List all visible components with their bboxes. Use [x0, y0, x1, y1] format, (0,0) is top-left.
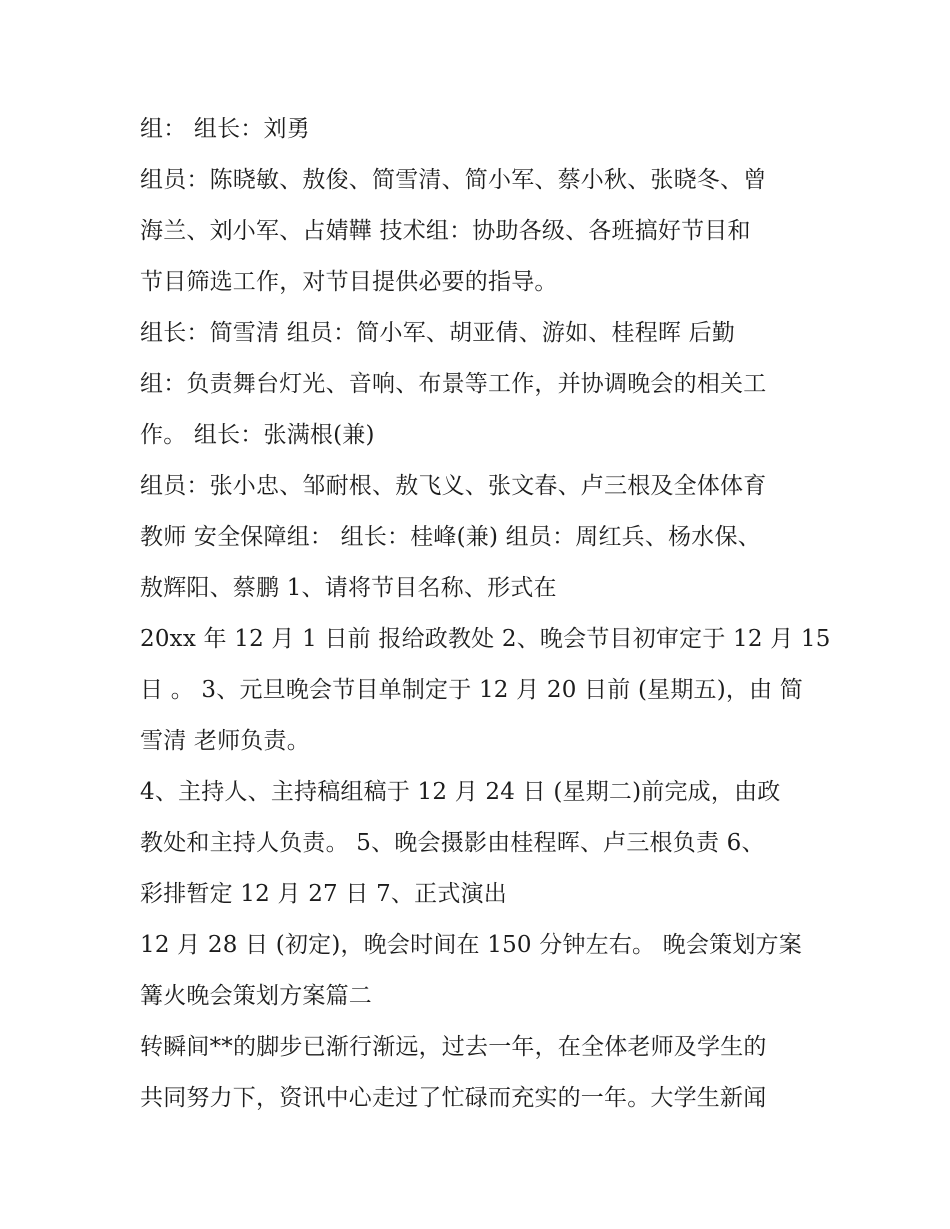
text-line: 海兰、刘小军、占婧鞾 技术组：协助各级、各班搞好节目和	[140, 218, 751, 244]
text-line: 共同努力下，资讯中心走过了忙碌而充实的一年。大学生新闻	[140, 1085, 767, 1111]
text-line: 20xx 年 12 月 1 日前 报给政教处 2、晚会节目初审定于 12 月 15	[140, 626, 831, 652]
text-line: 教师 安全保障组： 组长：桂峰(兼) 组员：周红兵、杨水保、	[140, 524, 761, 550]
text-line: 节目筛选工作，对节目提供必要的指导。	[140, 269, 558, 295]
text-line: 彩排暂定 12 月 27 日 7、正式演出	[140, 881, 507, 907]
text-line: 转瞬间**的脚步已渐行渐远，过去一年，在全体老师及学生的	[140, 1034, 767, 1060]
text-line: 4、主持人、主持稿组稿于 12 月 24 日 (星期二)前完成，由政	[140, 779, 781, 805]
text-line: 组员：陈晓敏、敖俊、简雪清、简小军、蔡小秋、张晓冬、曾	[140, 167, 767, 193]
document-body	[140, 104, 831, 1124]
text-line: 敖辉阳、蔡鹏 1、请将节目名称、形式在	[140, 575, 557, 601]
text-line: 12 月 28 日 (初定)，晚会时间在 150 分钟左右。 晚会策划方案	[140, 932, 802, 958]
text-line: 组长：简雪清 组员：简小军、胡亚倩、游如、桂程晖 后勤	[140, 320, 736, 346]
text-line: 雪清 老师负责。	[140, 728, 310, 754]
text-line: 组： 组长：刘勇	[140, 116, 310, 142]
text-line: 组：负责舞台灯光、音响、布景等工作，并协调晚会的相关工	[140, 371, 767, 397]
text-line: 日 。 3、元旦晚会节目单制定于 12 月 20 日前 (星期五)，由 简	[140, 677, 804, 703]
section-heading: 篝火晚会策划方案篇二	[140, 983, 372, 1009]
text-line: 作。 组长：张满根(兼)	[140, 422, 375, 448]
text-line: 组员：张小忠、邹耐根、敖飞义、张文春、卢三根及全体体育	[140, 473, 767, 499]
text-line: 教处和主持人负责。 5、晚会摄影由桂程晖、卢三根负责 6、	[140, 830, 765, 856]
